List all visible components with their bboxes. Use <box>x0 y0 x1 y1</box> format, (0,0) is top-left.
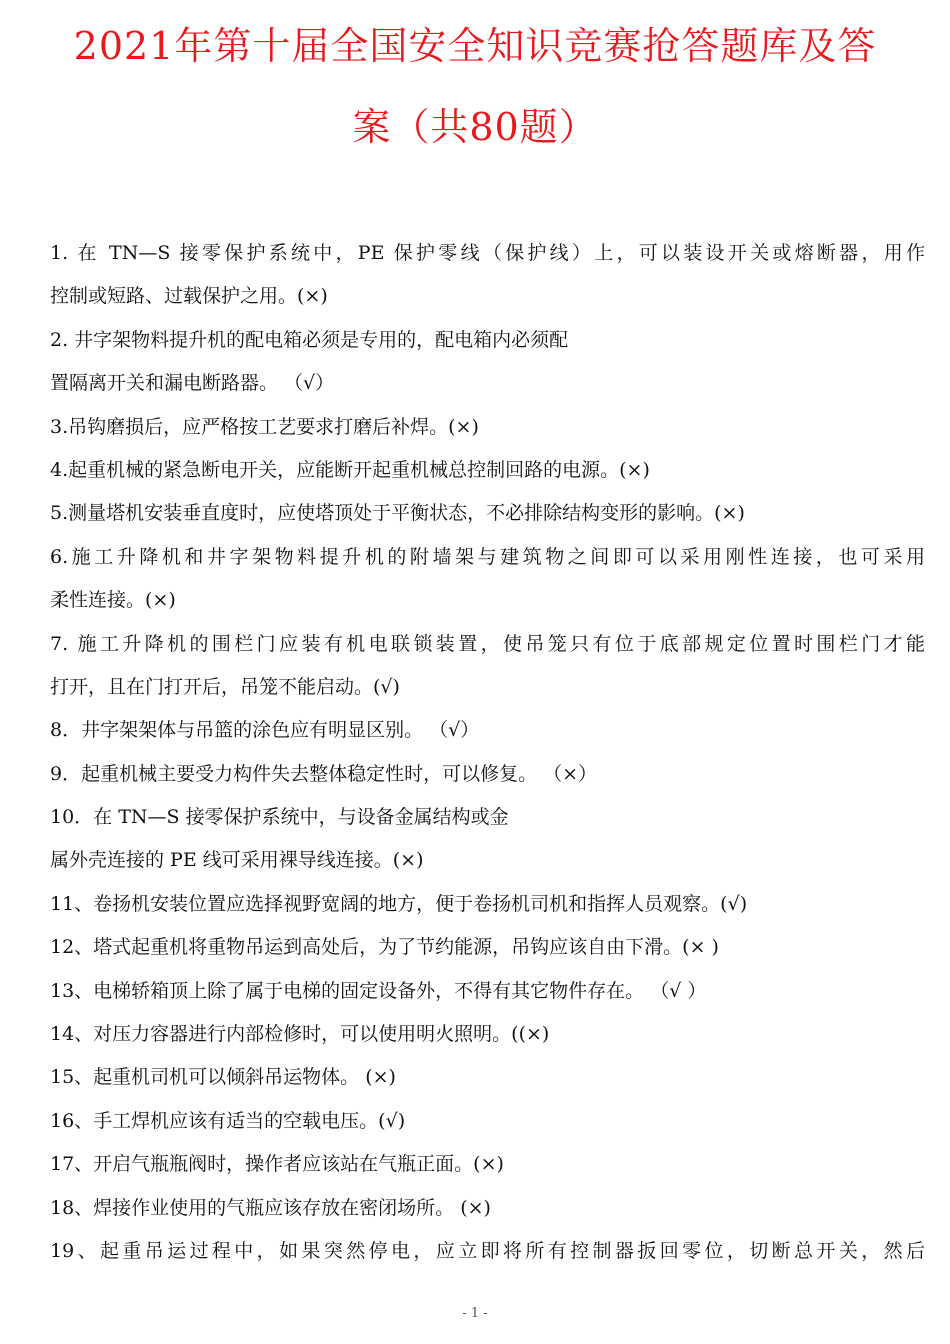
question-line: 17、开启气瓶瓶阀时，操作者应该站在气瓶正面。(×) <box>50 1153 504 1176</box>
question-line: 置隔离开关和漏电断路器。 （√） <box>50 372 335 395</box>
question-line: 5.测量塔机安装垂直度时，应使塔顶处于平衡状态，不必排除结构变形的影响。(×) <box>50 502 745 525</box>
question-line: 10．在 TN—S 接零保护系统中，与设备金属结构或金 <box>50 806 509 829</box>
question-line: 打开，且在门打开后，吊笼不能启动。(√) <box>50 675 400 698</box>
question-line: 4.起重机械的紧急断电开关，应能断开起重机械总控制回路的电源。(×) <box>50 458 650 481</box>
question-line: 控制或短路、过载保护之用。(×) <box>50 285 328 308</box>
question-line: 14、对压力容器进行内部检修时，可以使用明火照明。((×) <box>50 1023 550 1046</box>
question-line: 11、卷扬机安装位置应选择视野宽阔的地方，便于卷扬机司机和指挥人员观察。(√) <box>50 892 748 915</box>
question-line: 19、起重吊运过程中，如果突然停电，应立即将所有控制器扳回零位，切断总开关，然后 <box>50 1239 925 1262</box>
question-line: 7. 施工升降机的围栏门应装有机电联锁装置，使吊笼只有位于底部规定位置时围栏门才能 <box>50 632 925 655</box>
question-line: 15、起重机司机可以倾斜吊运物体。 (×) <box>50 1066 396 1089</box>
document-title-line-1: 2021年第十届全国安全知识竞赛抢答题库及答 <box>73 24 877 68</box>
question-line: 9．起重机械主要受力构件失去整体稳定性时，可以修复。 （×） <box>50 762 598 785</box>
question-line: 6.施工升降机和井字架物料提升机的附墙架与建筑物之间即可以采用刚性连接，也可采用 <box>50 545 925 568</box>
question-line: 12、塔式起重机将重物吊运到高处后，为了节约能源，吊钩应该自由下滑。(× ) <box>50 936 719 959</box>
question-line: 柔性连接。(×) <box>50 589 176 612</box>
question-line: 2. 井字架物料提升机的配电箱必须是专用的，配电箱内必须配 <box>50 328 569 351</box>
page-number: - 1 - <box>462 1306 488 1321</box>
question-line: 8．井字架架体与吊篮的涂色应有明显区别。 （√） <box>50 719 480 742</box>
question-list <box>50 232 925 1273</box>
document-title-line-2: 案（共80题） <box>352 105 598 149</box>
question-line: 18、焊接作业使用的气瓶应该存放在密闭场所。 (×) <box>50 1196 491 1219</box>
question-line: 13、电梯轿箱顶上除了属于电梯的固定设备外，不得有其它物件存在。 （√ ） <box>50 979 707 1002</box>
question-line: 属外壳连接的 PE 线可采用裸导线连接。(×) <box>50 849 424 872</box>
question-line: 1. 在 TN—S 接零保护系统中，PE 保护零线（保护线）上，可以装设开关或熔断器，用作 <box>50 242 925 264</box>
question-line: 3.吊钩磨损后，应严格按工艺要求打磨后补焊。(×) <box>50 415 479 438</box>
question-line: 16、手工焊机应该有适当的空载电压。(√) <box>50 1109 406 1132</box>
